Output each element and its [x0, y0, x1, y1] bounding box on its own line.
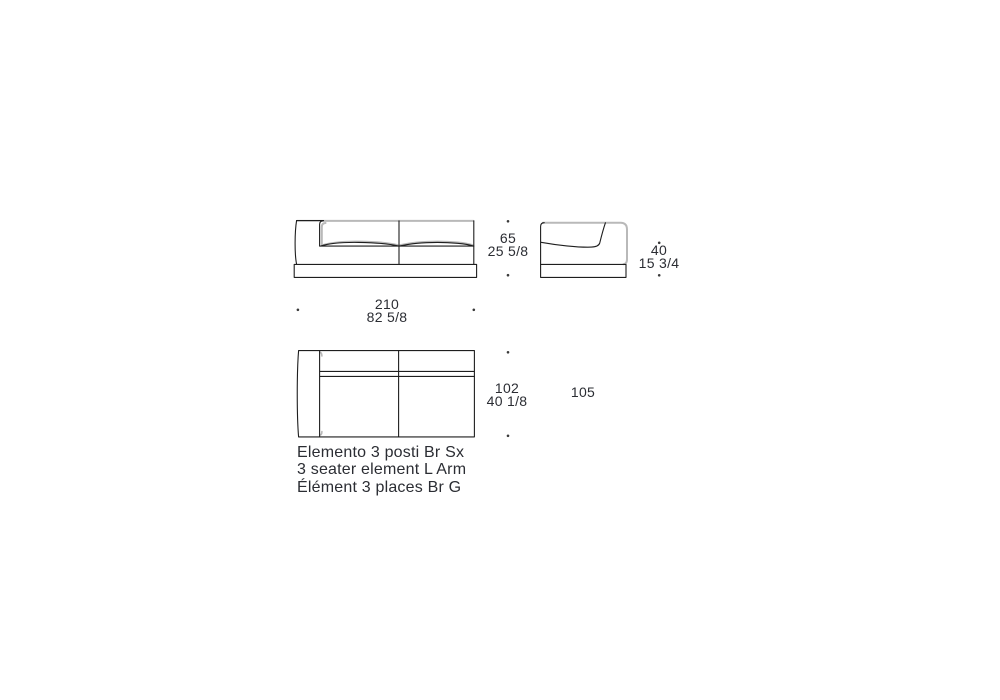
height-cm-value: 65 — [499, 230, 517, 246]
width-cm-value: 210 — [374, 296, 400, 312]
seat-height-in-value: 15 3/4 — [638, 255, 680, 271]
width-in-value: 82 5/8 — [366, 309, 408, 325]
front-soft-lines — [297, 221, 474, 245]
width-dim-tick-left — [297, 309, 300, 312]
side-view — [541, 223, 627, 278]
plan-outer-outline — [297, 351, 474, 437]
side-front-edge — [541, 223, 545, 265]
total-depth-cm-value: 105 — [570, 384, 596, 400]
seat-height-cm-value: 40 — [650, 242, 668, 258]
front-view — [294, 221, 476, 278]
product-caption — [297, 444, 466, 496]
caption-french: Élément 3 places Br G — [297, 478, 462, 496]
seat-height-dim-tick-bottom — [658, 274, 661, 277]
plan-arm-soft-corner-top — [320, 352, 322, 356]
side-plinth — [541, 264, 626, 277]
total-depth-dimension-label — [571, 386, 595, 399]
height-dimension-label — [488, 232, 529, 258]
front-arm-outer-edge — [295, 221, 297, 265]
side-seat-and-backrest-line — [541, 223, 605, 247]
caption-english: 3 seater element L Arm — [297, 461, 467, 479]
plan-soft-lines — [320, 352, 322, 435]
depth-dimension-label — [487, 382, 528, 408]
plan-outline — [297, 351, 474, 437]
depth-cm-value: 102 — [494, 380, 520, 396]
front-arm-soft-line — [322, 223, 326, 245]
height-in-value: 25 5/8 — [487, 243, 529, 259]
height-dim-tick-bottom — [507, 274, 510, 277]
dimension-ticks — [297, 220, 661, 437]
plan-arm-soft-corner-bottom — [320, 432, 322, 436]
depth-dim-tick-top — [507, 351, 510, 354]
width-dimension-label — [367, 298, 408, 324]
side-soft-lines — [543, 223, 627, 265]
depth-in-value: 40 1/8 — [486, 393, 528, 409]
width-dim-tick-right — [473, 309, 476, 312]
side-top-right-soft-edge — [543, 223, 627, 265]
seat-height-dimension-label — [639, 244, 680, 270]
side-outline — [541, 223, 626, 278]
caption-italian: Elemento 3 posti Br Sx — [297, 444, 465, 461]
plan-view — [297, 351, 474, 437]
depth-dim-tick-bottom — [507, 435, 510, 438]
height-dim-tick-top — [507, 220, 510, 223]
front-plinth — [294, 264, 476, 277]
